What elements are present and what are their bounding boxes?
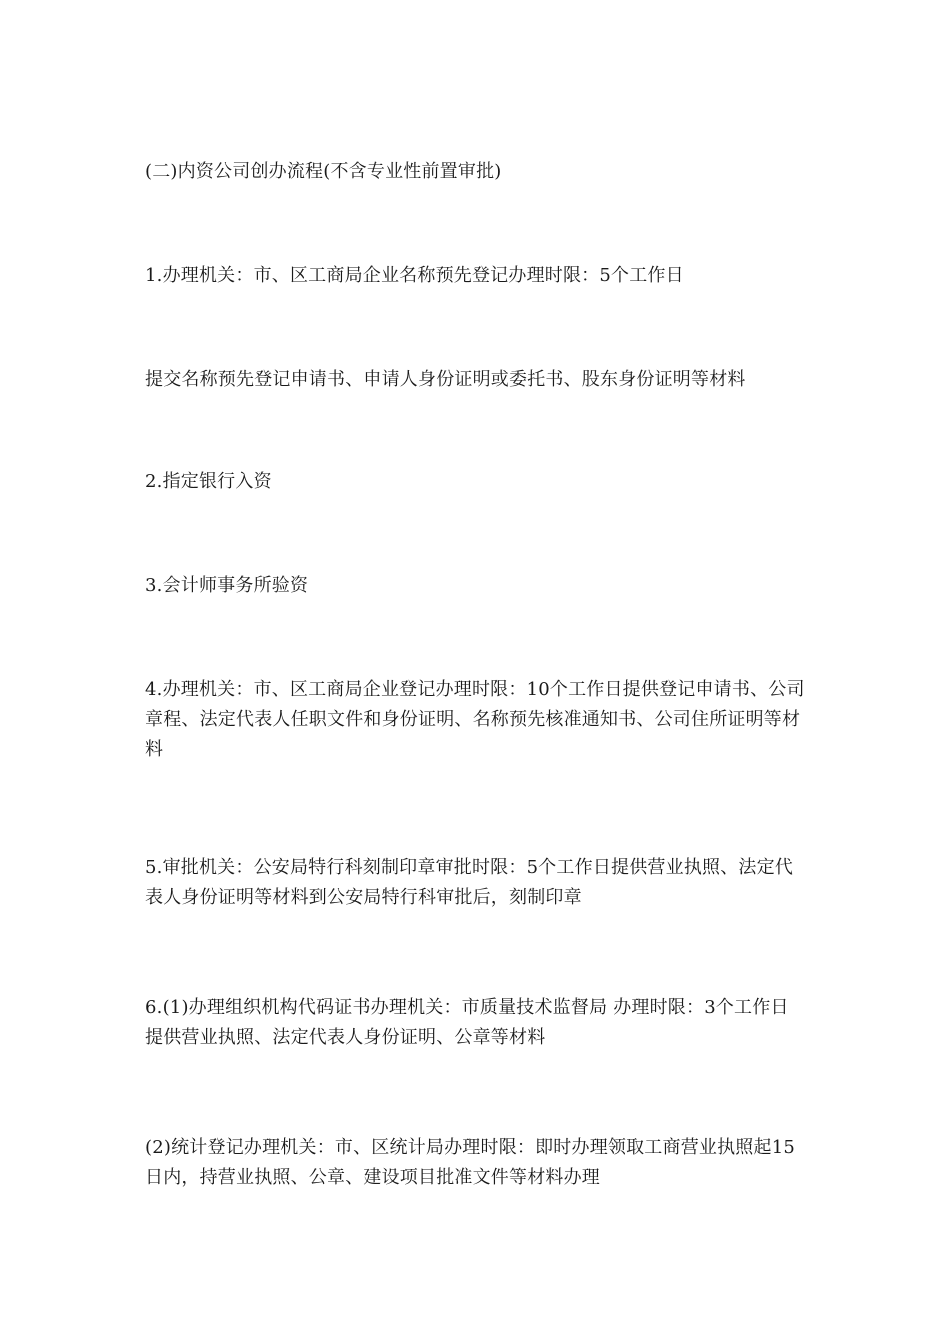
step-6-1-paragraph: 6.(1)办理组织机构代码证书办理机关：市质量技术监督局 办理时限：3个工作日提供营业执照、法定代表人身份证明、公章等材料 — [145, 997, 789, 1048]
section-heading: (二)内资公司创办流程(不含专业性前置审批) — [145, 161, 502, 182]
step-3-paragraph: 3.会计师事务所验资 — [145, 575, 309, 596]
step-6-2-paragraph: (2)统计登记办理机关：市、区统计局办理时限：即时办理领取工商营业执照起15日内，持营业执照、公章、建设项目批准文件等材料办理 — [145, 1137, 795, 1188]
step-4-paragraph: 4.办理机关：市、区工商局企业登记办理时限：10个工作日提供登记申请书、公司章程、法定代表人任职文件和身份证明、名称预先核准通知书、公司住所证明等材料 — [145, 679, 805, 760]
step-5-paragraph: 5.审批机关：公安局特行科刻制印章审批时限：5个工作日提供营业执照、法定代表人身份证明等材料到公安局特行科审批后，刻制印章 — [145, 857, 794, 908]
step-2-paragraph: 2.指定银行入资 — [145, 471, 272, 492]
step-1-materials-paragraph: 提交名称预先登记申请书、申请人身份证明或委托书、股东身份证明等材料 — [145, 369, 746, 390]
step-1-paragraph: 1.办理机关：市、区工商局企业名称预先登记办理时限：5个工作日 — [145, 265, 684, 286]
